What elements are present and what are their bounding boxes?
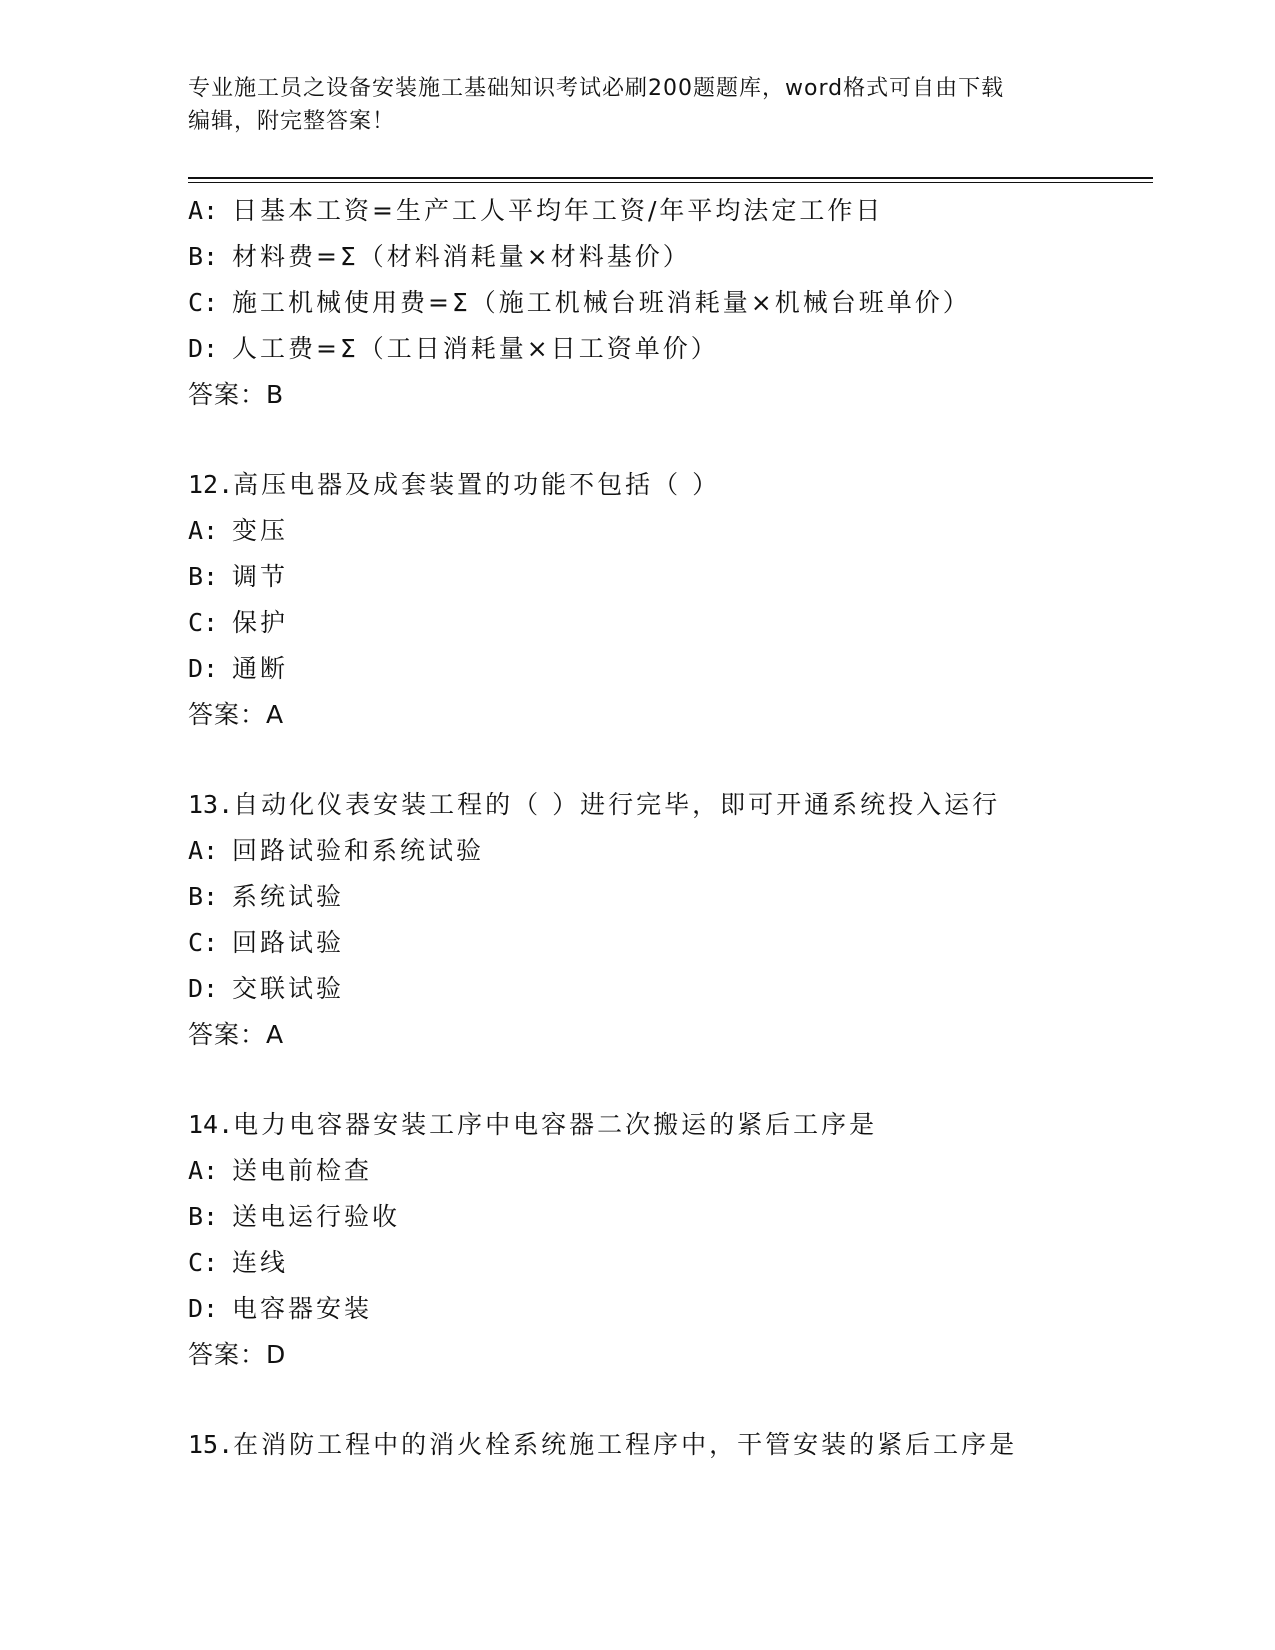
option-label: D: — [188, 334, 219, 363]
option-text: 连线 — [232, 1248, 289, 1277]
option-b — [188, 554, 1153, 600]
question-title — [188, 1102, 1153, 1148]
option-c — [188, 600, 1153, 646]
question-13 — [188, 782, 1153, 1058]
header-divider-thin — [188, 182, 1153, 183]
option-c — [188, 280, 1153, 326]
header-line-2: 编辑，附完整答案！ — [188, 109, 396, 134]
option-text: 交联试验 — [232, 974, 345, 1003]
answer-line: 答案：B — [188, 380, 285, 409]
option-label: D: — [188, 1294, 219, 1323]
option-text: 回路试验 — [232, 928, 345, 957]
option-text: 人工费=Σ（工日消耗量×日工资单价） — [232, 334, 719, 363]
question-text: 电力电容器安装工序中电容器二次搬运的紧后工序是 — [233, 1110, 878, 1139]
option-d — [188, 1286, 1153, 1332]
option-label: C: — [188, 608, 219, 637]
question-text: 高压电器及成套装置的功能不包括（ ） — [233, 470, 721, 499]
header-divider-thick — [188, 177, 1153, 179]
spacer — [188, 738, 1153, 782]
option-text: 材料费=Σ（材料消耗量×材料基价） — [232, 242, 691, 271]
option-text: 变压 — [232, 516, 289, 545]
question-title — [188, 462, 1153, 508]
question-title — [188, 1422, 1153, 1468]
spacer — [188, 418, 1153, 462]
option-c — [188, 1240, 1153, 1286]
option-d — [188, 326, 1153, 372]
option-text: 日基本工资=生产工人平均年工资/年平均法定工作日 — [232, 196, 884, 225]
option-label: D: — [188, 974, 219, 1003]
option-text: 回路试验和系统试验 — [232, 836, 485, 865]
option-label: A: — [188, 836, 219, 865]
spacer — [188, 1058, 1153, 1102]
option-text: 施工机械使用费=Σ（施工机械台班消耗量×机械台班单价） — [232, 288, 971, 317]
option-label: A: — [188, 516, 219, 545]
option-a — [188, 1148, 1153, 1194]
option-b — [188, 1194, 1153, 1240]
question-14 — [188, 1102, 1153, 1378]
option-c — [188, 920, 1153, 966]
question-number: 13. — [188, 790, 234, 819]
question-11 — [188, 188, 1153, 418]
question-15 — [188, 1422, 1153, 1468]
spacer — [188, 1378, 1153, 1422]
option-text: 送电运行验收 — [232, 1202, 401, 1231]
option-label: A: — [188, 1156, 219, 1185]
question-text: 自动化仪表安装工程的（ ）进行完毕，即可开通系统投入运行 — [233, 790, 1001, 819]
option-label: C: — [188, 288, 219, 317]
question-number: 12. — [188, 470, 234, 499]
option-text: 电容器安装 — [232, 1294, 373, 1323]
question-list — [188, 188, 1153, 1468]
answer-line: 答案：A — [188, 700, 285, 729]
answer-line: 答案：A — [188, 1020, 285, 1049]
option-label: B: — [188, 242, 219, 271]
option-a — [188, 188, 1153, 234]
option-label: D: — [188, 654, 219, 683]
option-label: B: — [188, 882, 219, 911]
question-title — [188, 782, 1153, 828]
option-d — [188, 646, 1153, 692]
option-a — [188, 828, 1153, 874]
answer-line: 答案：D — [188, 1340, 287, 1369]
option-label: A: — [188, 196, 219, 225]
question-number: 15. — [188, 1430, 234, 1459]
question-text: 在消防工程中的消火栓系统施工程序中，干管安装的紧后工序是 — [233, 1430, 1018, 1459]
option-d — [188, 966, 1153, 1012]
option-label: B: — [188, 1202, 219, 1231]
option-text: 调节 — [232, 562, 289, 591]
question-12 — [188, 462, 1153, 738]
option-text: 系统试验 — [232, 882, 345, 911]
option-a — [188, 508, 1153, 554]
option-b — [188, 874, 1153, 920]
option-label: C: — [188, 928, 219, 957]
option-text: 保护 — [232, 608, 289, 637]
question-number: 14. — [188, 1110, 234, 1139]
option-label: B: — [188, 562, 219, 591]
option-label: C: — [188, 1248, 219, 1277]
document-header — [188, 72, 1088, 138]
option-text: 送电前检查 — [232, 1156, 373, 1185]
option-b — [188, 234, 1153, 280]
header-line-1: 专业施工员之设备安装施工基础知识考试必刷200题题库，word格式可自由下载 — [188, 76, 1005, 101]
option-text: 通断 — [232, 654, 289, 683]
